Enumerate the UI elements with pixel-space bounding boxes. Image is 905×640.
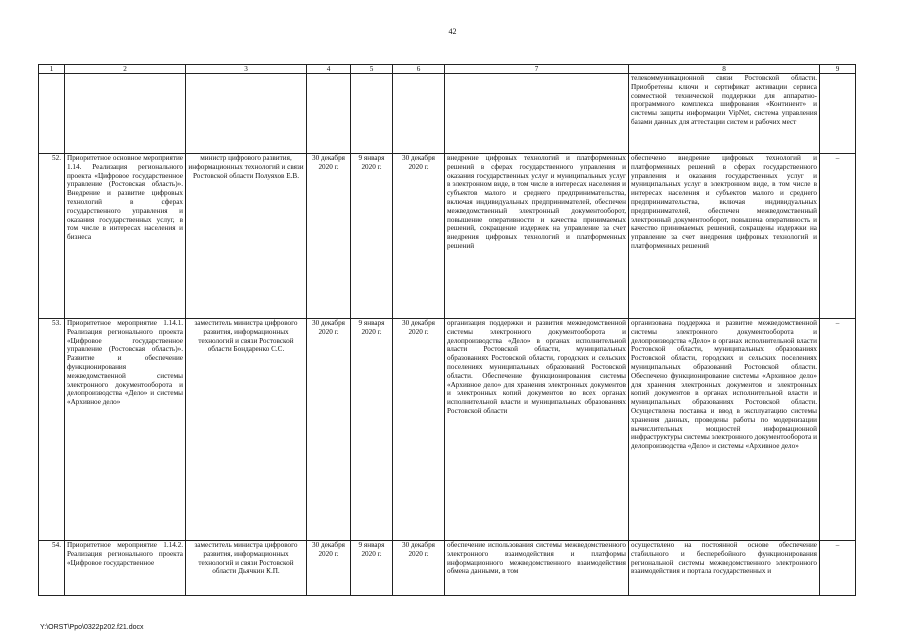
actual-result: обеспечено внедрение цифровых технологий и платформенных решений в сферах государственного управления и оказания государственных услуг и муниципальных услуг в электронном виде, в том числе в интересах населения и субъектов малого и среднего предпринимательства, включая индивидуальных предпринимателей, обеспечен межведомственный электронный документооборот, повышена оперативность и качество принимаемых решений, сокращены издержки на управление за счет внедрения цифровых технологий и платформенных решений — [629, 154, 820, 319]
page-number: 42 — [448, 27, 457, 36]
actual-result: организована поддержка и развитие межведомственной системы электронного документооборота и делопроизводства «Дело» в органах исполнительной власти Ростовской области, муниципальных образованиях Ростовской области, городских и сельских поселениях муниципальных образований Ростовской области. Обеспечено функционирование системы «Архивное дело» для хранения электронных документов и электронных копий документов в органах исполнительной власти и муниципальных образованиях Ростовской области. Осуществлена поставка и ввод в эксплуатацию системы хранения данных, проведены работы по модернизации вычислительных мощностей информационной инфраструктуры системы электронного документооборота и делопроизводства «Дело» и системы «Архивное дело» — [629, 319, 820, 541]
actual-start-date: 9 января 2020 г. — [351, 154, 393, 319]
continuation-row — [39, 74, 856, 154]
col-num-7: 7 — [445, 65, 629, 74]
row-number: 53. — [39, 319, 65, 541]
report-table — [38, 64, 856, 596]
deviation-reason: – — [820, 541, 856, 596]
col-num-1: 1 — [39, 65, 65, 74]
col-num-2: 2 — [65, 65, 186, 74]
actual-start-date: 9 января 2020 г. — [351, 319, 393, 541]
col-num-4: 4 — [307, 65, 351, 74]
table-row — [39, 154, 856, 319]
event-name: Приоритетное мероприятие 1.14.1. Реализация регионального проекта «Цифровое государственное управление (Ростовская область)». Развитие и обеспечение функционирования межведомственной системы электронного документооборота и делопроизводства «Дело» и системы «Архивное дело» — [65, 319, 186, 541]
row-number: 52. — [39, 154, 65, 319]
expected-result: обеспечение использования системы межведомственного электронного взаимодействия и платформы информационного межведомственного взаимодействия обмена данными, в том — [445, 541, 629, 596]
event-name: Приоритетное основное мероприятие 1.14. Реализация регионального проекта «Цифровое государственное управление (Ростовская область)». Внедрение и развитие цифровых технологий в сферах государственного управления и оказания государственных услуг, в том числе в интересах населения и бизнеса — [65, 154, 186, 319]
actual-result: осуществлено на постоянной основе обеспечение стабильного и бесперебойного функционирования региональной системы межведомственного электронного взаимодействия и портала государственных и — [629, 541, 820, 596]
executor: заместитель министра цифрового развития, информационных технологий и связи Ростовской области Дьячкин К.П. — [186, 541, 307, 596]
header-numbers-row — [39, 65, 856, 74]
col-num-9: 9 — [820, 65, 856, 74]
footer-file-path: Y:\ORST\Ppo\0322p202.f21.docx — [40, 624, 144, 631]
col-num-6: 6 — [393, 65, 445, 74]
deviation-reason: – — [820, 154, 856, 319]
table-row — [39, 319, 856, 541]
table-row — [39, 541, 856, 596]
event-name: Приоритетное мероприятие 1.14.2. Реализация регионального проекта «Цифровое государственное — [65, 541, 186, 596]
actual-end-date: 30 декабря 2020 г. — [393, 319, 445, 541]
planned-end-date: 30 декабря 2020 г. — [307, 541, 351, 596]
planned-end-date: 30 декабря 2020 г. — [307, 154, 351, 319]
col-num-8: 8 — [629, 65, 820, 74]
actual-start-date: 9 января 2020 г. — [351, 541, 393, 596]
actual-end-date: 30 декабря 2020 г. — [393, 541, 445, 596]
planned-end-date: 30 декабря 2020 г. — [307, 319, 351, 541]
continued-result-text: телекоммуникационной связи Ростовской области. Приобретены ключи и сертификат активации сервиса совместной технической поддержки для аппаратно-программного комплекса шифрования «Континент» и системы защиты информации VipNet, система управления базами данных для аттестации систем и рабочих мест — [629, 74, 820, 154]
expected-result: организация поддержки и развития межведомственной системы электронного документооборота и делопроизводства «Дело» в органах исполнительной власти Ростовской области, муниципальных образованиях Ростовской области, городских и сельских поселениях муниципальных образований Ростовской области. Обеспечение функционирования системы «Архивное дело» для хранения электронных документов и электронных копий документов во всех органах исполнительной власти и муниципальных образованиях Ростовской области — [445, 319, 629, 541]
executor: заместитель министра цифрового развития, информационных технологий и связи Ростовской области Бондаренко С.С. — [186, 319, 307, 541]
executor: министр цифрового развития, информационных технологий и связи Ростовской области Полуяхов Е.В. — [186, 154, 307, 319]
actual-end-date: 30 декабря 2020 г. — [393, 154, 445, 319]
col-num-5: 5 — [351, 65, 393, 74]
col-num-3: 3 — [186, 65, 307, 74]
row-number: 54. — [39, 541, 65, 596]
expected-result: внедрение цифровых технологий и платформенных решений в сферах государственного управления и оказания государственных услуг и муниципальных услуг в электронном виде, в том числе в интересах населения и субъектов малого и среднего предпринимательства, включая индивидуальных предпринимателей, обеспечен межведомственный электронный документооборот, повышение оперативности и качества принимаемых решений, сокращение издержек на управление за счет внедрения цифровых технологий и платформенных решений — [445, 154, 629, 319]
deviation-reason: – — [820, 319, 856, 541]
